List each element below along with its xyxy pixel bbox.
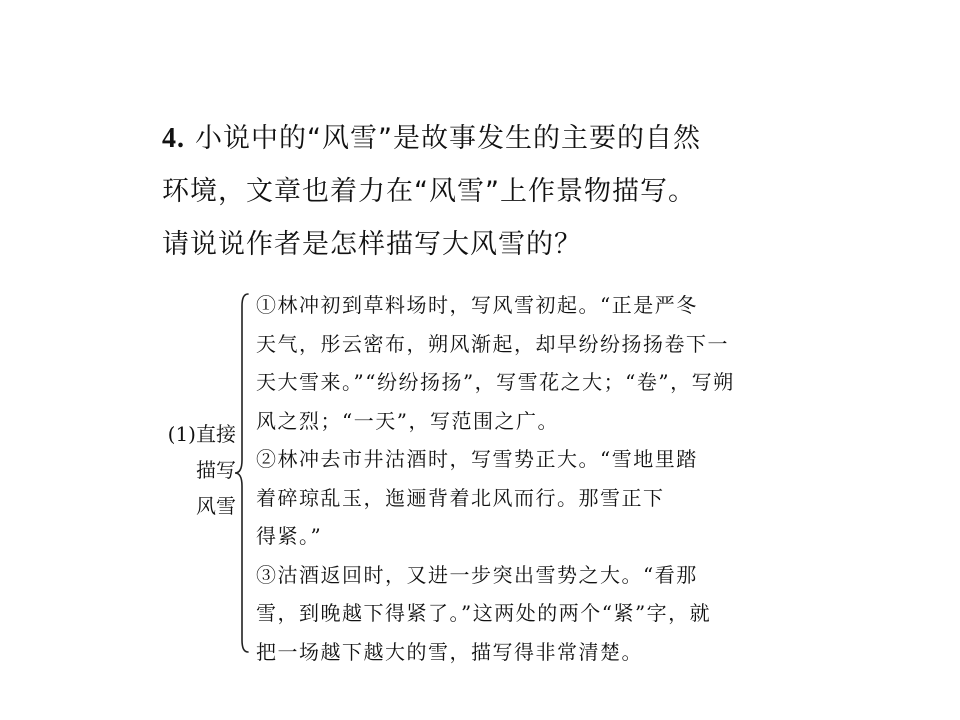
answer-line: 雪，到晚越下得紧了。”这两处的两个“紧”字，就	[256, 601, 712, 625]
question-number-value: 4	[162, 123, 177, 154]
answer-line: 天大雪来。”“纷纷扬扬”，写雪花之大；“卷”，写朔	[256, 370, 735, 394]
answer-line: 风之烈；“一天”，写范围之广。	[256, 408, 559, 433]
question-line-3: 请说说作者是怎样描写大风雪的？	[162, 229, 582, 260]
answer-line: ②林冲去市井沽酒时，写雪势正大。“雪地里踏	[256, 447, 698, 471]
answer-line: 天气，彤云密布，朔风渐起，却早纷纷扬扬卷下一	[256, 331, 729, 356]
question-block	[162, 112, 802, 271]
answer-label-line-2: 描写	[196, 458, 236, 482]
answer-label-line-3: 风雪	[196, 494, 236, 518]
answer-line: ③沽酒返回时，又进一步突出雪势之大。“看那	[256, 562, 698, 587]
question-text-1: 小说中的“风雪”是故事发生的主要的自然	[195, 123, 701, 154]
answer-line: 得紧。”	[256, 524, 323, 548]
answer-label-line-1: (1)直接	[167, 422, 236, 446]
question-number: 4.	[162, 123, 185, 154]
curly-brace-icon	[234, 292, 250, 654]
answer-line: ①林冲初到草料场时，写风雪初起。“正是严冬	[256, 293, 698, 317]
question-line-2: 环境，文章也着力在“风雪”上作景物描写。	[162, 176, 696, 207]
question-line-1	[162, 112, 802, 165]
answer-body	[256, 286, 776, 671]
answer-line: 着碎琼乱玉，迤逦背着北风而行。那雪正下	[256, 485, 665, 510]
answer-line: 把一场越下越大的雪，描写得非常清楚。	[256, 639, 643, 664]
